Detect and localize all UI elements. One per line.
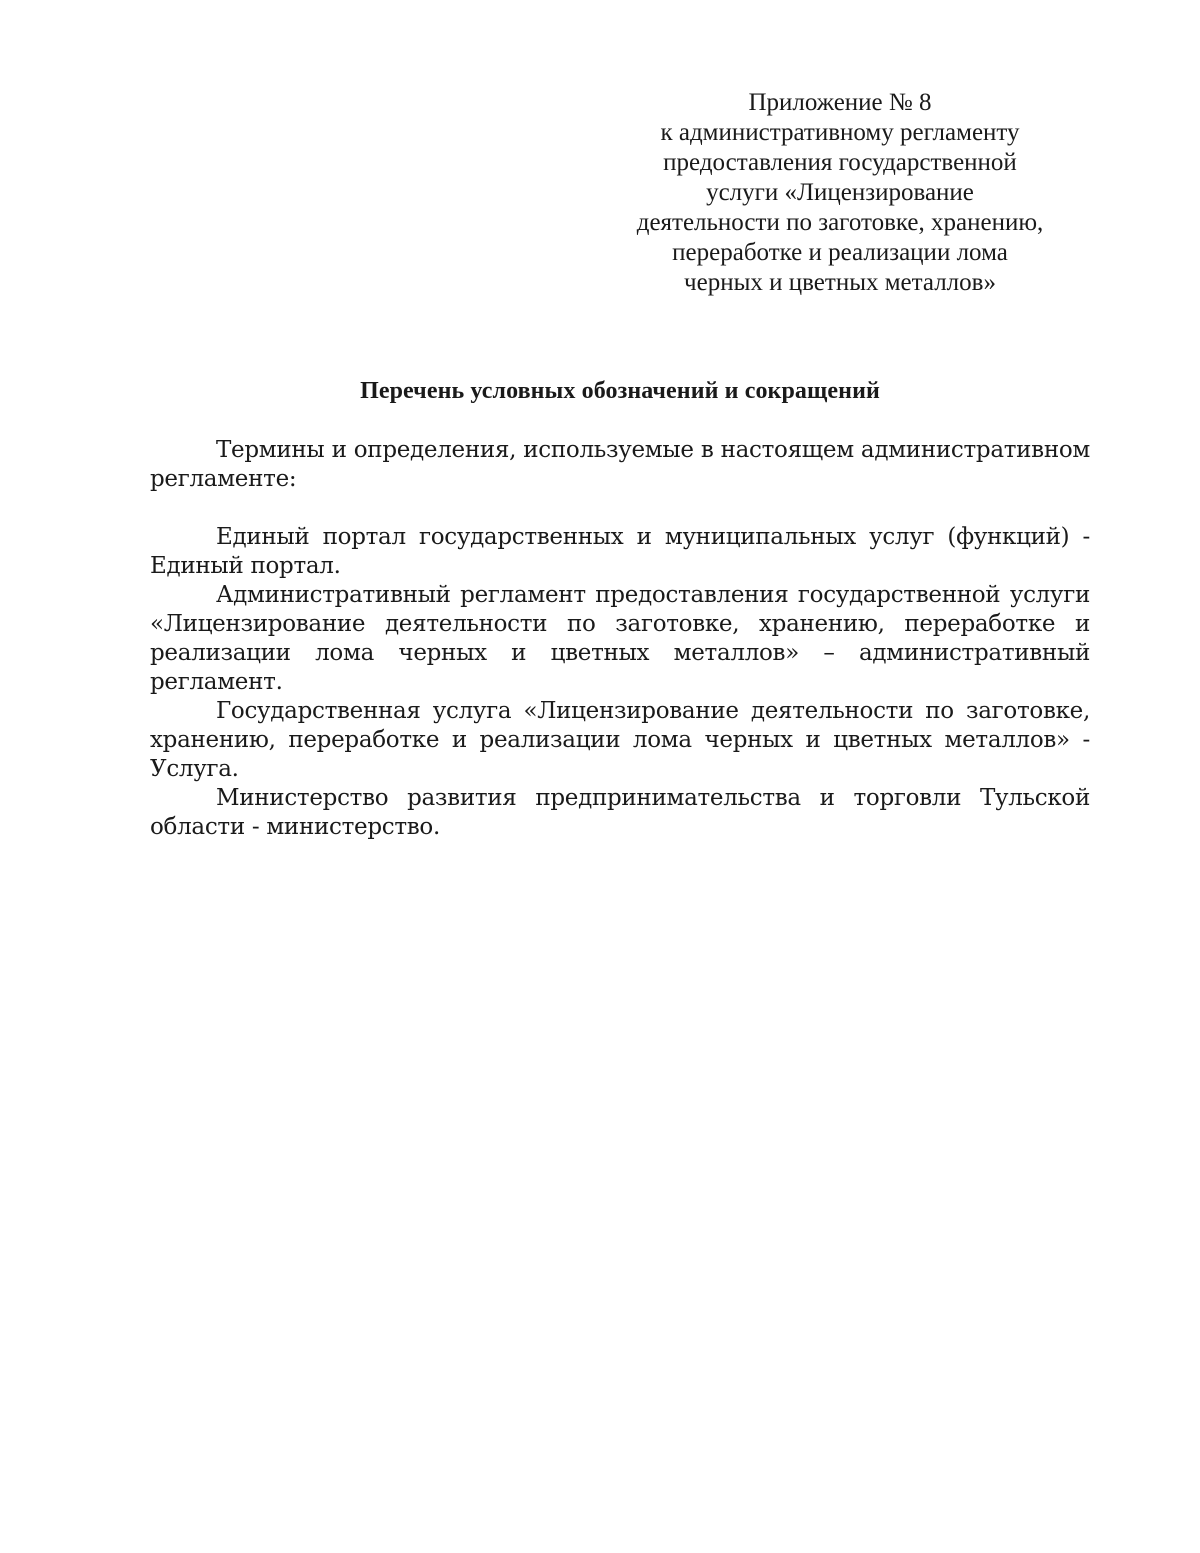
document-body [150, 436, 1090, 842]
annex-line: к административному регламенту [660, 119, 1020, 146]
definition-paragraph: Министерство развития предпринимательства и торговли Тульской области - министерство. [150, 785, 1090, 840]
definition-paragraph: Единый портал государственных и муниципальных услуг (функций) - Единый портал. [150, 524, 1090, 579]
definition-paragraph: Государственная услуга «Лицензирование деятельности по заготовке, хранению, переработке и реализации лома черных и цветных металлов» - Услуга. [150, 698, 1090, 782]
document-title: Перечень условных обозначений и сокращений [360, 378, 880, 404]
annex-line: Приложение № 8 [748, 89, 932, 116]
annex-line: переработке и реализации лома [672, 239, 1008, 266]
annex-line: черных и цветных металлов» [684, 269, 996, 296]
intro-paragraph: Термины и определения, используемые в настоящем административном регламенте: [150, 437, 1090, 492]
definition-paragraph: Административный регламент предоставления государственной услуги «Лицензирование деятельности по заготовке, хранению, переработке и реализации лома черных и цветных металлов» – административный регламент. [150, 582, 1090, 695]
annex-line: деятельности по заготовке, хранению, [636, 209, 1044, 236]
annex-line: услуги «Лицензирование [706, 179, 974, 206]
annex-header [600, 88, 1080, 298]
annex-line: предоставления государственной [663, 149, 1017, 176]
